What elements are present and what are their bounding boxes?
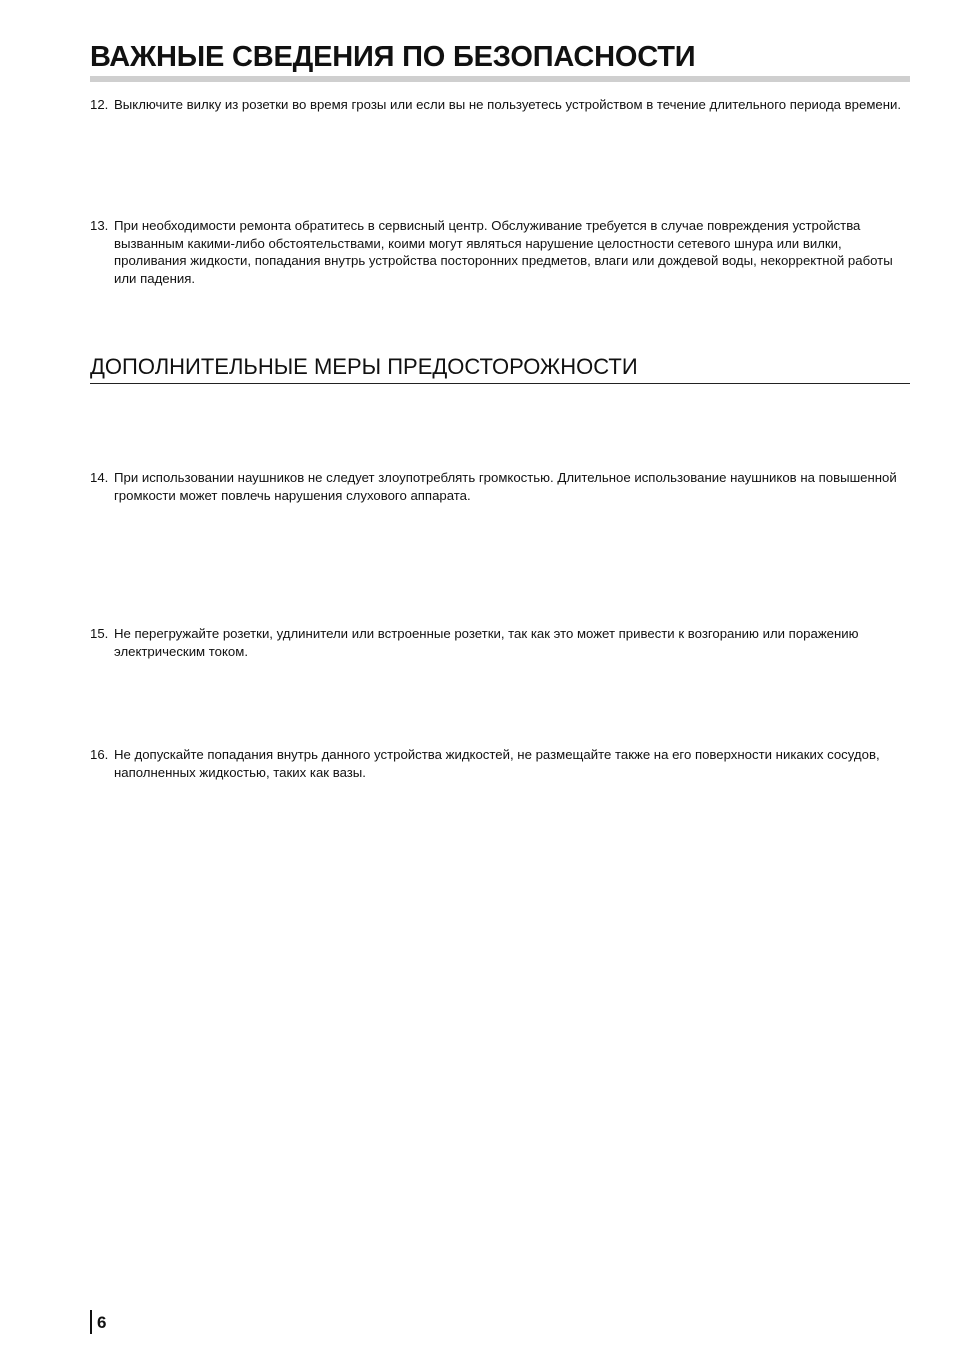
item-text: Не перегружайте розетки, удлинители или встроенные розетки, так как это может привести к возгоранию или поражению электрическим током. [114,626,859,659]
item-number: 12. [90,97,109,112]
safety-item-15 [90,625,905,660]
page-number: 6 [90,1310,106,1334]
safety-item-13 [90,217,905,287]
item-number: 15. [90,626,109,641]
item-text: Не допускайте попадания внутрь данного устройства жидкостей, не размещайте также на его поверхности никаких сосудов, наполненных жидкостью, таких как вазы. [114,747,880,780]
item-text: При необходимости ремонта обратитесь в сервисный центр. Обслуживание требуется в случае повреждения устройства вызванным какими-либо обстоятельствами, коими могут являться нарушение целостности сетевого шнура или вилки, проливания жидкости, попадания внутрь устройства посторонних предметов, влаги или дождевой воды, некорректной работы или падения. [114,218,893,286]
item-text: Выключите вилку из розетки во время грозы или если вы не пользуетесь устройством в течение длительного периода времени. [114,97,902,112]
item-number: 14. [90,470,109,485]
page-title: ВАЖНЫЕ СВЕДЕНИЯ ПО БЕЗОПАСНОСТИ [90,40,910,82]
safety-item-12 [90,96,905,114]
safety-item-14 [90,469,905,504]
item-number: 13. [90,218,109,233]
item-text: При использовании наушников не следует злоупотреблять громкостью. Длительное использование наушников на повышенной громкости может повлечь нарушения слухового аппарата. [114,470,897,503]
item-number: 16. [90,747,109,762]
safety-item-16 [90,746,905,781]
section-title: ДОПОЛНИТЕЛЬНЫЕ МЕРЫ ПРЕДОСТОРОЖНОСТИ [90,353,910,384]
